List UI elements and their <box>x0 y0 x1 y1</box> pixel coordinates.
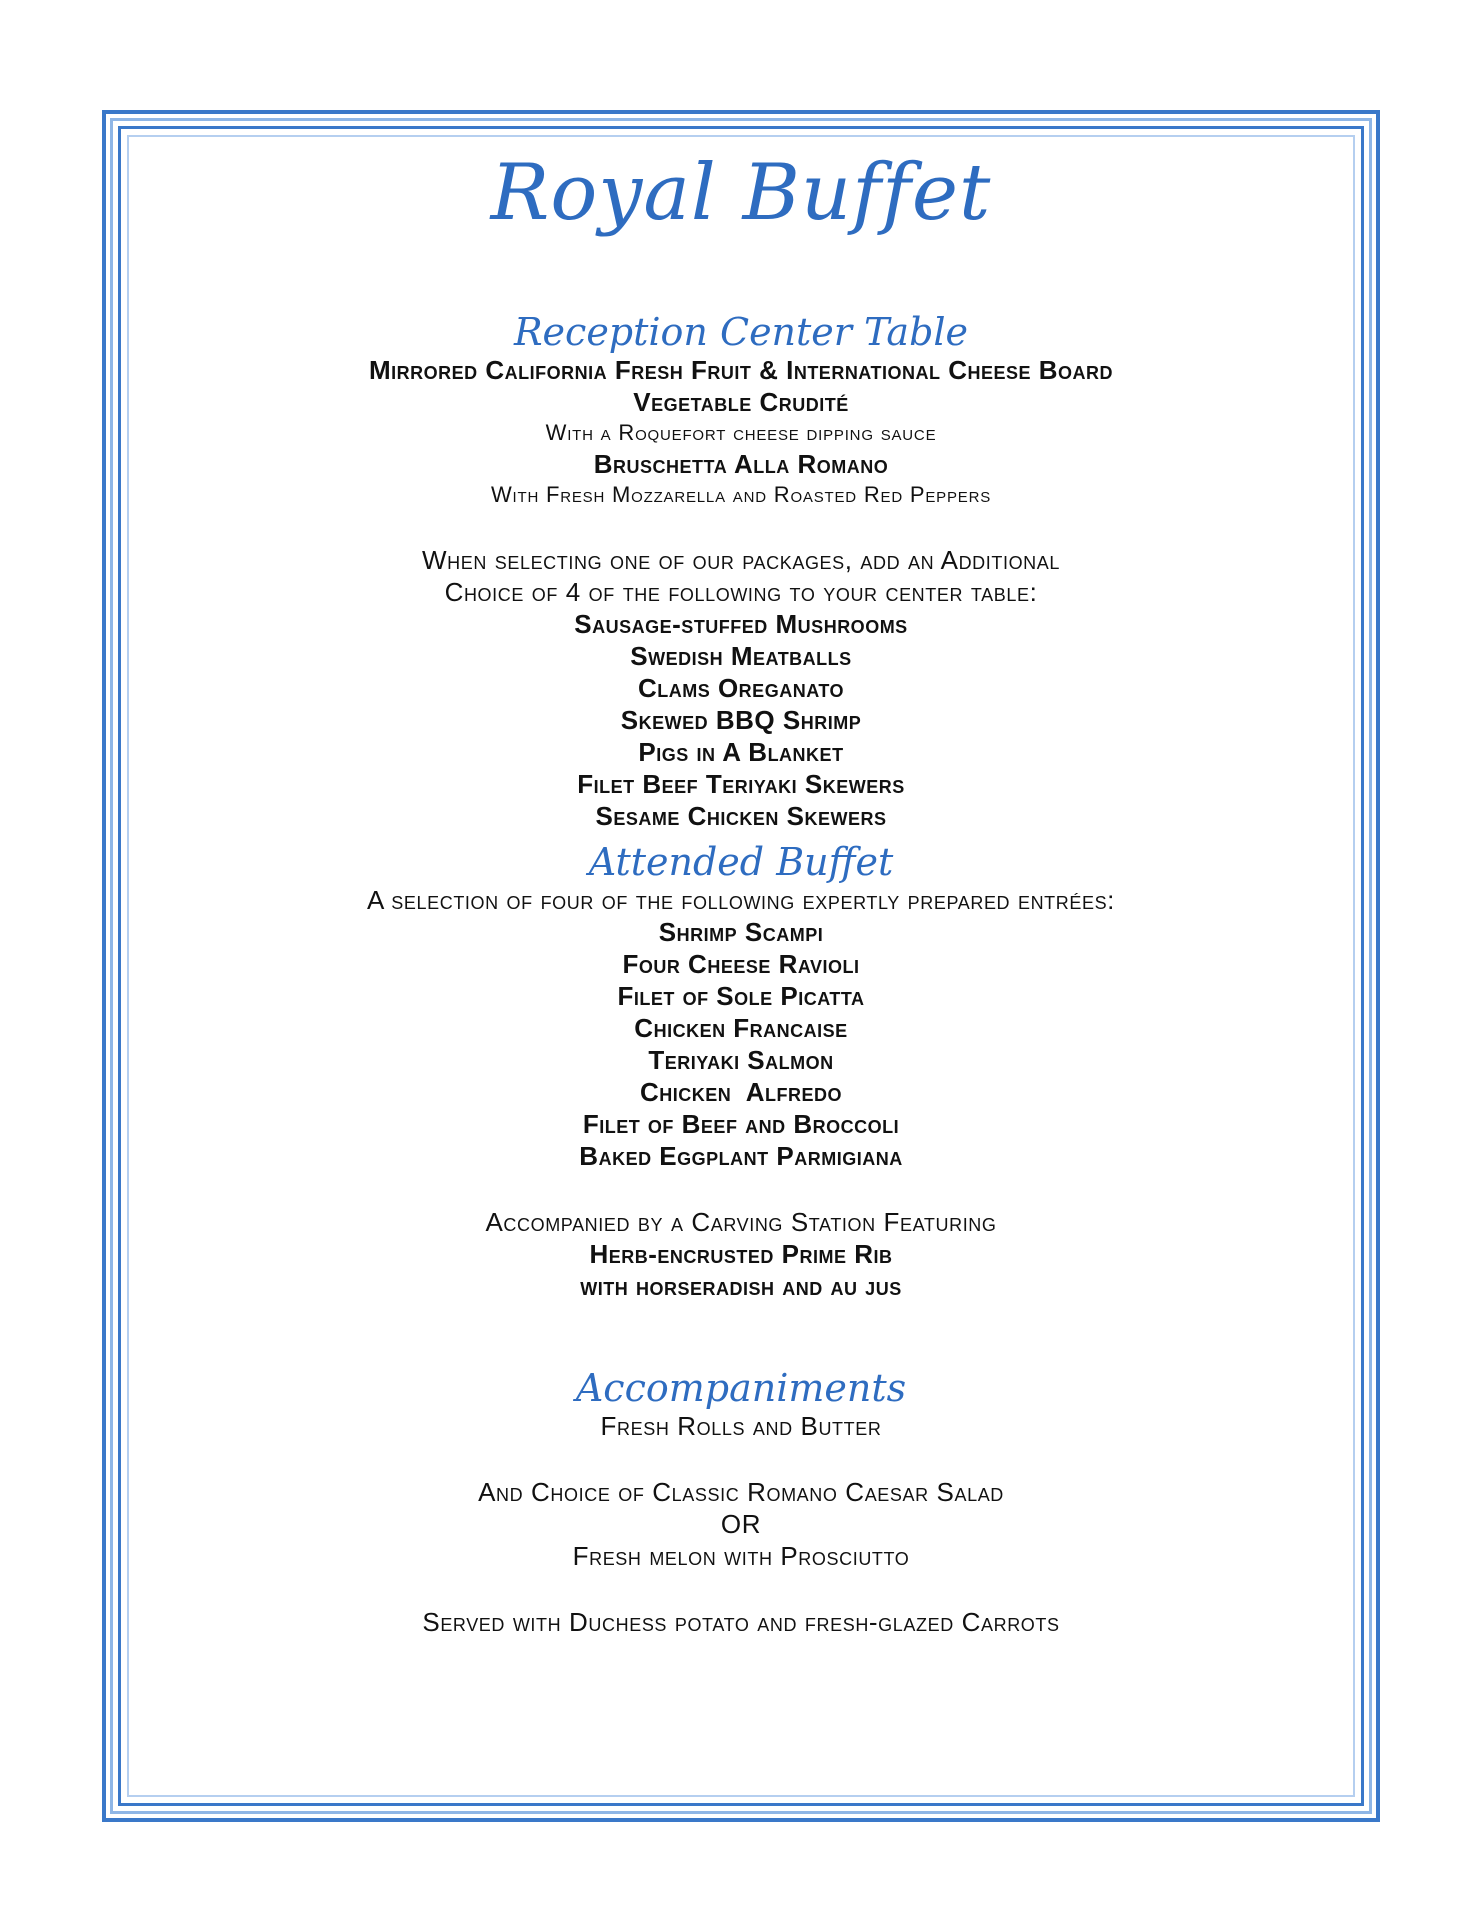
entree-item: Filet of Sole Picatta <box>617 981 865 1011</box>
carving-intro: Accompanied by a Carving Station Featuring <box>485 1207 997 1237</box>
reception-item: Mirrored California Fresh Fruit & International Cheese Board <box>369 355 1113 385</box>
entree-item: Chicken Alfredo <box>639 1077 843 1107</box>
rolls-line: Fresh Rolls and Butter <box>600 1411 882 1441</box>
entree-item: Chicken Francaise <box>634 1013 848 1043</box>
attended-heading: Attended Buffet <box>588 840 894 884</box>
salad-choice-line: And Choice of Classic Romano Caesar Salad <box>478 1477 1004 1507</box>
additional-choice-line-1: When selecting one of our packages, add an Additional <box>421 545 1060 575</box>
reception-heading: Reception Center Table <box>513 310 969 354</box>
entree-item: Baked Eggplant Parmigiana <box>579 1141 903 1171</box>
center-table-choices <box>130 608 1352 832</box>
accompaniments-heading: Accompaniments <box>575 1366 907 1410</box>
menu-content <box>130 130 1352 1638</box>
bruschetta-note: With Fresh Mozzarella and Roasted Red Peppers <box>490 482 992 507</box>
entree-list <box>130 916 1352 1172</box>
bruschetta-item: Bruschetta Alla Romano <box>593 449 889 479</box>
crudite-note: With a Roquefort cheese dipping sauce <box>545 420 937 445</box>
choice-item: Skewed BBQ Shrimp <box>620 705 862 735</box>
entree-item: Four Cheese Ravioli <box>622 949 860 979</box>
or-separator: OR <box>720 1509 762 1539</box>
entree-item: Shrimp Scampi <box>658 917 824 947</box>
choice-item: Sausage-stuffed Mushrooms <box>574 609 908 639</box>
choice-item: Sesame Chicken Skewers <box>595 801 887 831</box>
reception-item: Vegetable Crudité <box>633 387 849 417</box>
choice-item: Swedish Meatballs <box>630 641 852 671</box>
entree-item: Teriyaki Salmon <box>648 1045 834 1075</box>
attended-intro: A selection of four of the following expertly prepared entrées: <box>366 885 1116 915</box>
carving-item: Herb-encrusted Prime Rib <box>589 1239 893 1269</box>
carving-note: with horseradish and au jus <box>580 1271 902 1301</box>
choice-item: Pigs in A Blanket <box>638 737 844 767</box>
choice-item: Filet Beef Teriyaki Skewers <box>577 769 905 799</box>
choice-item: Clams Oreganato <box>637 673 845 703</box>
entree-item: Filet of Beef and Broccoli <box>582 1109 900 1139</box>
additional-choice-line-2: Choice of 4 of the following to your center table: <box>444 577 1038 607</box>
melon-choice-line: Fresh melon with Prosciutto <box>572 1541 910 1571</box>
served-with-line: Served with Duchess potato and fresh-glazed Carrots <box>422 1607 1060 1637</box>
menu-title: Royal Buffet <box>490 148 992 238</box>
